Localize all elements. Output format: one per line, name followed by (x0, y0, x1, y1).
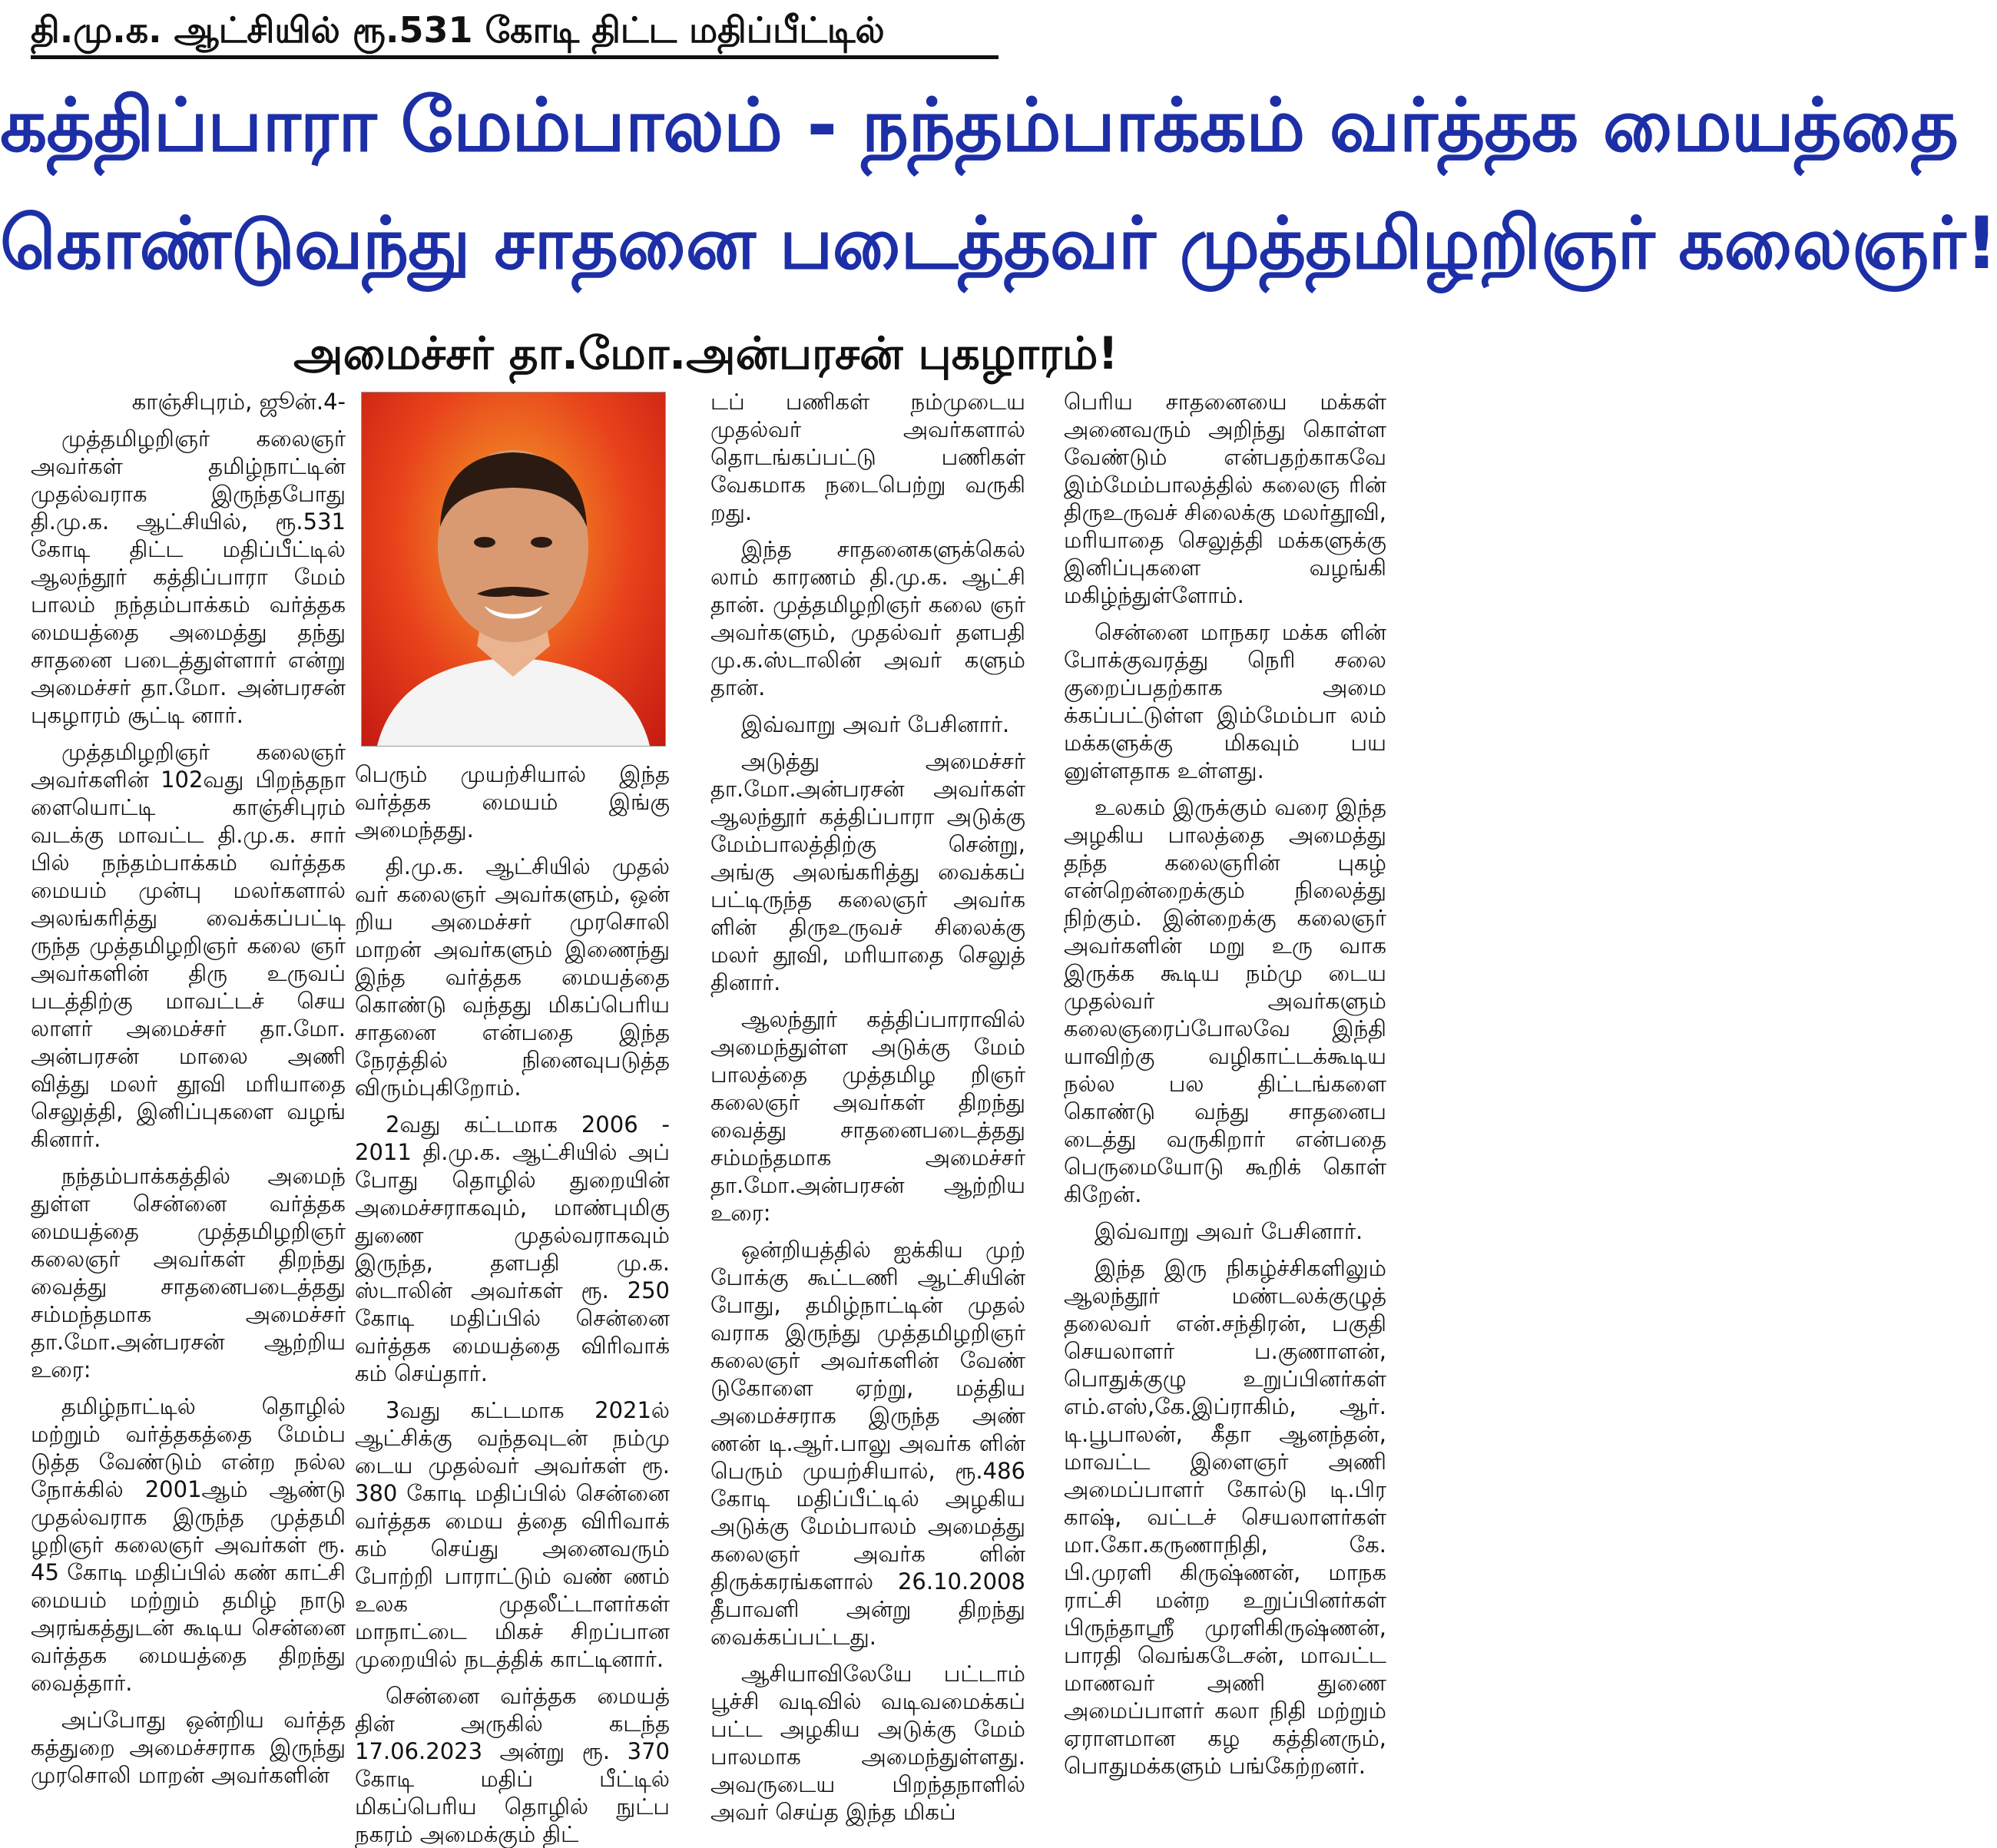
paragraph: உலகம் இருக்கும் வரை இந்த அழகிய பாலத்தை அமைத்து தந்த கலைஞரின் புகழ் என்றென்றைக்கும் நிலைத்து நிற்கும். இன்றைக்கு கலைஞர் அவர்களின் மறு உரு வாக இருக்க கூடிய நம்மு டைய முதல்வர் அவர்களும் கலைஞரைப்போலவே இந்தி யாவிற்கு வழிகாட்டக்கூடிய நல்ல பல திட்டங்களை கொண்டு வந்து சாதனைப டைத்து வருகிறார் என்பதை பெருமையோடு கூறிக் கொள் கிறேன். (1064, 794, 1386, 1207)
headline-line-2: கொண்டுவந்து சாதனை படைத்தவர் முத்தமிழறிஞர் கலைஞர்! (0, 202, 1997, 286)
paragraph: நந்தம்பாக்கத்தில் அமைந் துள்ள சென்னை வர்த்தக மையத்தை முத்தமிழறிஞர் கலைஞர் அவர்கள் திறந்து வைத்து சாதனைபடைத்தது சம்மந்தமாக அமைச்சர் தா.மோ.அன்பரசன் ஆற்றிய உரை: (31, 1163, 346, 1383)
paragraph: இந்த சாதனைகளுக்கெல் லாம் காரணம் தி.மு.க. ஆட்சி தான். முத்தமிழறிஞர் கலை ஞர் அவர்களும், முதல்வர் தளபதி மு.க.ஸ்டாலின் அவர் களும் தான். (710, 536, 1025, 700)
paragraph: தமிழ்நாட்டில் தொழில் மற்றும் வர்த்தகத்தை மேம்ப டுத்த வேண்டும் என்ற நல்ல நோக்கில் 2001ஆம் ஆண்டு முதல்வராக இருந்த முத்தமி ழறிஞர் கலைஞர் அவர்கள் ரூ. 45 கோடி மதிப்பில் கண் காட்சி மையம் மற்றும் தமிழ் நாடு அரங்கத்துடன் கூடிய சென்னை வர்த்தக மையத்தை திறந்து வைத்தார். (31, 1393, 346, 1696)
paragraph: சென்னை மாநகர மக்க ளின் போக்குவரத்து நெரி சலை குறைப்பதற்காக அமை க்கப்பட்டுள்ள இம்மேம்பா லம் மக்களுக்கு மிகவும் பய னுள்ளதாக உள்ளது. (1064, 619, 1386, 783)
article-column-4 (1064, 388, 1386, 1832)
paragraph: அடுத்து அமைச்சர் தா.மோ.அன்பரசன் அவர்கள் ஆலந்தூர் கத்திப்பாரா அடுக்கு மேம்பாலத்திற்கு சென்று, அங்கு அலங்கரித்து வைக்கப் பட்டிருந்த கலைஞர் அவர்க ளின் திருஉருவச் சிலைக்கு மலர் தூவி, மரியாதை செலுத் தினார். (710, 748, 1025, 995)
paragraph: அப்போது ஒன்றிய வர்த்த கத்துறை அமைச்சராக இருந்து முரசொலி மாறன் அவர்களின் (31, 1707, 346, 1788)
article-column-1 (31, 388, 346, 1832)
paragraph: பெரும் முயற்சியால் இந்த வர்த்தக மையம் இங்கு அமைந்தது. (355, 761, 670, 843)
paragraph: இந்த இரு நிகழ்ச்சிகளிலும் ஆலந்தூர் மண்டலக்குழுத் தலைவர் என்.சந்திரன், பகுதி செயலாளர் ப.குணாளன், பொதுக்குழு உறுப்பினர்கள் எம்.எஸ்,கே.இப்ராகிம், ஆர். டி.பூபாலன், கீதா ஆனந்தன், மாவட்ட இளைஞர் அணி அமைப்பாளர் கோல்டு டி.பிர காஷ், வட்டச் செயலாளர்கள் மா.கோ.கருணாநிதி, கே. பி.முரளி கிருஷ்ணன், மாநக ராட்சி மன்ற உறுப்பினர்கள் பிருந்தாஸ்ரீ முரளிகிருஷ்ணன், பாரதி வெங்கடேசன், மாவட்ட மாணவர் அணி துணை அமைப்பாளர் கலா நிதி மற்றும் ஏராளமான கழ கத்தினரும், பொதுமக்களும் பங்கேற்றனர். (1064, 1255, 1386, 1779)
paragraph: 3வது கட்டமாக 2021ல் ஆட்சிக்கு வந்தவுடன் நம்மு டைய முதல்வர் அவர்கள் ரூ. 380 கோடி மதிப்பில் சென்னை வர்த்தக மைய த்தை விரிவாக் கம் செய்து அனைவரும் போற்றி பாராட்டும் வண் ணம் உலக முதலீட்டாளர்கள் மாநாட்டை மிகச் சிறப்பான முறையில் நடத்திக் காட்டினார். (355, 1397, 670, 1672)
article-column-3 (710, 388, 1025, 1832)
paragraph: ஒன்றியத்தில் ஐக்கிய முற் போக்கு கூட்டணி ஆட்சியின் போது, தமிழ்நாட்டின் முதல் வராக இருந்து முத்தமிழறிஞர் கலைஞர் அவர்களின் வேண் டுகோளை ஏற்று, மத்திய அமைச்சராக இருந்த அண் ணன் டி.ஆர்.பாலு அவர்க ளின் பெரும் முயற்சியால், ரூ.486 கோடி மதிப்பீட்டில் அழகிய அடுக்கு மேம்பாலம் அமைத்து கலைஞர் அவர்க ளின் திருக்கரங்களால் 26.10.2008 தீபாவளி அன்று திறந்து வைக்கப்பட்டது. (710, 1237, 1025, 1650)
paragraph: டப் பணிகள் நம்முடைய முதல்வர் அவர்களால் தொடங்கப்பட்டு பணிகள் வேகமாக நடைபெற்று வருகி றது. (710, 389, 1025, 525)
portrait-icon (362, 392, 665, 746)
paragraph: பெரிய சாதனையை மக்கள் அனைவரும் அறிந்து கொள்ள வேண்டும் என்பதற்காகவே இம்மேம்பாலத்தில் கலைஞ ரின் திருஉருவச் சிலைக்கு மலர்தூவி, மரியாதை செலுத்தி மக்களுக்கு இனிப்புகளை வழங்கி மகிழ்ந்துள்ளோம். (1064, 389, 1386, 608)
subheadline: அமைச்சர் தா.மோ.அன்பரசன் புகழாரம்! (293, 327, 1118, 379)
paragraph: முத்தமிழறிஞர் கலைஞர் அவர்கள் தமிழ்நாட்டின் முதல்வராக இருந்தபோது தி.மு.க. ஆட்சியில், ரூ.531 கோடி திட்ட மதிப்பீட்டில் ஆலந்தூர் கத்திப்பாரா மேம் பாலம் நந்தம்பாக்கம் வர்த்தக மையத்தை அமைத்து தந்து சாதனை படைத்துள்ளார் என்று அமைச்சர் தா.மோ. அன்பரசன் புகழாரம் சூட்டி னார். (31, 426, 346, 728)
headline-line-1: கத்திப்பாரா மேம்பாலம் - நந்தம்பாக்கம் வர்த்தக மையத்தை (0, 82, 1958, 168)
paragraph: சென்னை வர்த்தக மையத் தின் அருகில் கடந்த 17.06.2023 அன்று ரூ. 370 கோடி மதிப் பீட்டில் மிகப்பெரிய தொழில் நுட்ப நகரம் அமைக்கும் திட் (355, 1683, 670, 1847)
paragraph: ஆலந்தூர் கத்திப்பாராவில் அமைந்துள்ள அடுக்கு மேம் பாலத்தை முத்தமிழ றிஞர் கலைஞர் அவர்கள் திறந்து வைத்து சாதனைபடைத்தது சம்மந்தமாக அமைச்சர் தா.மோ.அன்பரசன் ஆற்றிய உரை: (710, 1006, 1025, 1226)
paragraph: 2வது கட்டமாக 2006 - 2011 தி.மு.க. ஆட்சியில் அப் போது தொழில் துறையின் அமைச்சராகவும், மாண்புமிகு துணை முதல்வராகவும் இருந்த, தளபதி மு.க. ஸ்டாலின் அவர்கள் ரூ. 250 கோடி மதிப்பில் சென்னை வர்த்தக மையத்தை விரிவாக் கம் செய்தார். (355, 1111, 670, 1386)
paragraph: முத்தமிழறிஞர் கலைஞர் அவர்களின் 102வது பிறந்தநா ளையொட்டி காஞ்சிபுரம் வடக்கு மாவட்ட தி.மு.க. சார் பில் நந்தம்பாக்கம் வர்த்தக மையம் முன்பு மலர்களால் அலங்கரித்து வைக்கப்பட்டி ருந்த முத்தமிழறிஞர் கலை ஞர் அவர்களின் திரு உருவப் படத்திற்கு மாவட்டச் செய லாளர் அமைச்சர் தா.மோ. அன்பரசன் மாலை அணி வித்து மலர் தூவி மரியாதை செலுத்தி, இனிப்புகளை வழங் கினார். (31, 739, 346, 1152)
dateline: காஞ்சிபுரம், ஜூன்.4- (131, 389, 346, 415)
kicker: தி.மு.க. ஆட்சியில் ரூ.531 கோடி திட்ட மதிப்பீட்டில் (31, 5, 998, 59)
article-column-2 (355, 760, 670, 1847)
paragraph: ஆசியாவிலேயே பட்டாம் பூச்சி வடிவில் வடிவமைக்கப் பட்ட அழகிய அடுக்கு மேம் பாலமாக அமைந்துள்ளது. அவருடைய பிறந்தநாளில் அவர் செய்த இந்த மிகப் (710, 1661, 1025, 1825)
paragraph: இவ்வாறு அவர் பேசினார். (1095, 1218, 1363, 1244)
paragraph: இவ்வாறு அவர் பேசினார். (741, 711, 1010, 737)
paragraph: தி.மு.க. ஆட்சியில் முதல் வர் கலைஞர் அவர்களும், ஒன் றிய அமைச்சர் முரசொலி மாறன் அவர்களும் இணைந்து இந்த வர்த்தக மையத்தை கொண்டு வந்தது மிகப்பெரிய சாதனை என்பதை இந்த நேரத்தில் நினைவுபடுத்த விரும்புகிறோம். (355, 853, 670, 1101)
minister-photo (361, 392, 666, 747)
